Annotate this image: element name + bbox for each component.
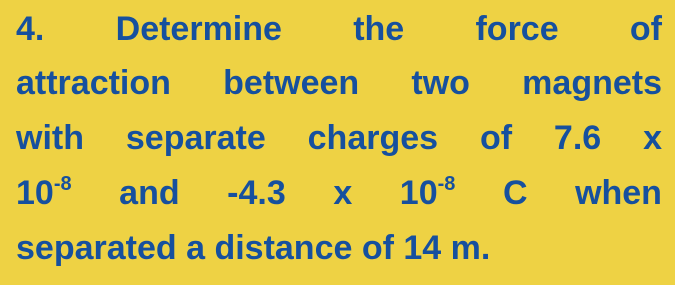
times-sign: x <box>333 174 353 212</box>
word: when <box>575 174 662 212</box>
word: attraction <box>16 64 171 102</box>
problem-line-5 <box>16 221 662 275</box>
power-base: 10 <box>399 174 438 212</box>
charge-unit: C <box>502 174 528 212</box>
power-exponent: -8 <box>53 173 72 195</box>
word: with <box>16 119 84 157</box>
charge-1-coefficient: 7.6 <box>553 119 602 157</box>
problem-line-2 <box>16 56 662 110</box>
charge-1-power <box>16 166 72 220</box>
charge-2-coefficient: -4.3 <box>227 174 286 212</box>
problem-line-3 <box>16 111 662 165</box>
word: two <box>411 64 470 102</box>
problem-number: 4. <box>16 10 45 48</box>
word: and <box>119 174 180 212</box>
power-base: 10 <box>16 174 54 212</box>
word: the <box>353 10 405 48</box>
power-exponent: -8 <box>437 173 456 195</box>
word: of <box>629 10 662 48</box>
word: of <box>479 119 513 157</box>
word: separate <box>125 119 266 157</box>
problem-line-4 <box>16 166 662 220</box>
times-sign: x <box>643 119 662 157</box>
charge-2-power <box>400 166 456 220</box>
problem-line-1 <box>16 2 662 56</box>
word: charges <box>307 119 439 157</box>
word: force <box>475 10 559 48</box>
problem-line-5-text: separated a distance of 14 m. <box>16 229 491 267</box>
word: Determine <box>115 10 282 48</box>
word: magnets <box>522 64 662 102</box>
word: between <box>223 64 360 102</box>
